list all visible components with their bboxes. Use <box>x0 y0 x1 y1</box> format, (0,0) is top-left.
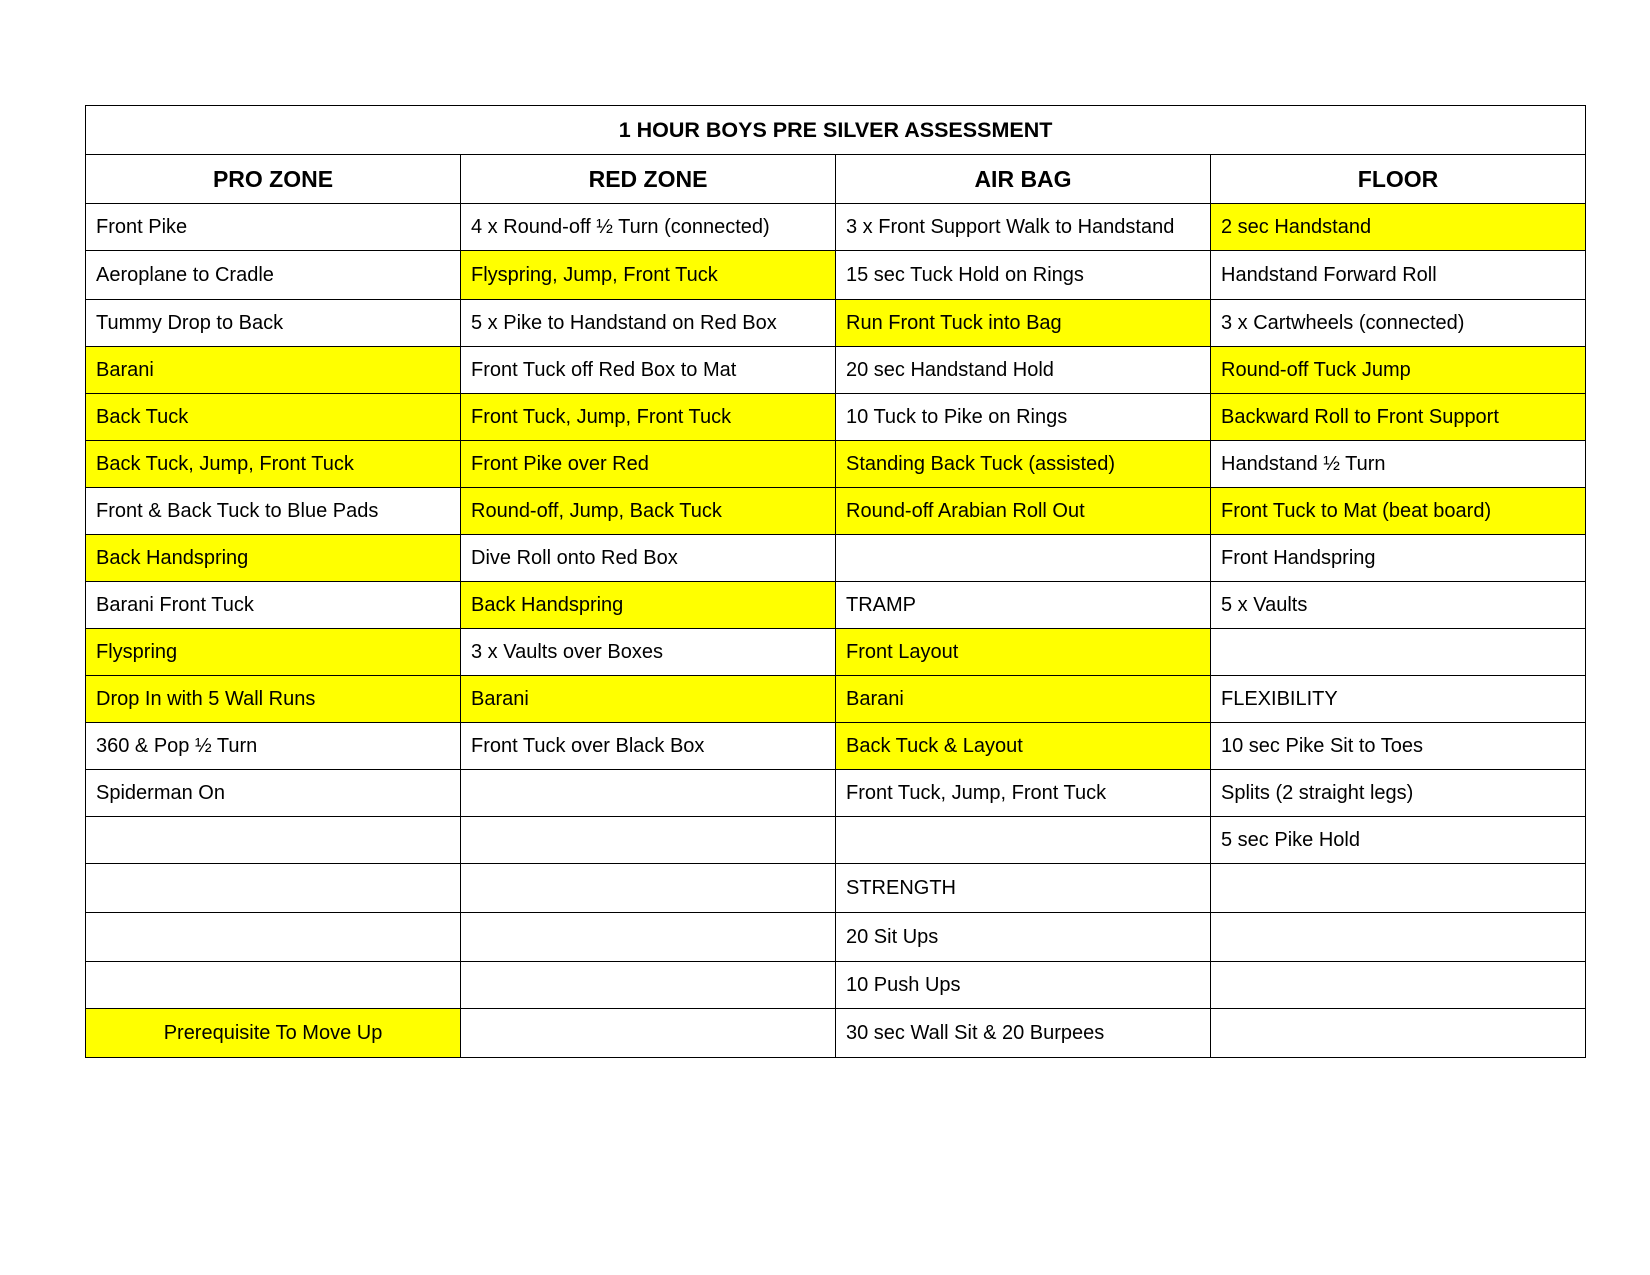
table-row <box>86 1009 1586 1058</box>
table-row <box>86 347 1586 394</box>
table-row <box>86 394 1586 441</box>
table-cell: Splits (2 straight legs) <box>1211 770 1586 817</box>
table-cell: Tummy Drop to Back <box>86 300 461 347</box>
table-row <box>86 535 1586 582</box>
table-row <box>86 676 1586 723</box>
table-row <box>86 913 1586 962</box>
header-air-bag: AIR BAG <box>836 155 1211 204</box>
assessment-table <box>85 105 1586 1058</box>
table-cell: 4 x Round-off ½ Turn (connected) <box>461 204 836 251</box>
table-cell: Front Pike <box>86 204 461 251</box>
table-cell: 10 sec Pike Sit to Toes <box>1211 723 1586 770</box>
table-cell: Backward Roll to Front Support <box>1211 394 1586 441</box>
table-cell <box>461 770 836 817</box>
table-cell: Back Handspring <box>86 535 461 582</box>
table-cell: Aeroplane to Cradle <box>86 251 461 300</box>
table-cell: Dive Roll onto Red Box <box>461 535 836 582</box>
table-row <box>86 251 1586 300</box>
table-cell <box>1211 629 1586 676</box>
table-cell <box>86 864 461 913</box>
table-cell: 5 sec Pike Hold <box>1211 817 1586 864</box>
table-cell: Spiderman On <box>86 770 461 817</box>
table-row <box>86 817 1586 864</box>
table-cell: 10 Push Ups <box>836 962 1211 1009</box>
table-cell <box>461 962 836 1009</box>
table-row <box>86 723 1586 770</box>
table-cell: Flyspring <box>86 629 461 676</box>
table-cell: Flyspring, Jump, Front Tuck <box>461 251 836 300</box>
table-cell: Front Tuck over Black Box <box>461 723 836 770</box>
table-row <box>86 488 1586 535</box>
prerequisite-label: Prerequisite To Move Up <box>86 1009 461 1058</box>
table-cell <box>1211 962 1586 1009</box>
table-cell <box>86 962 461 1009</box>
table-row <box>86 770 1586 817</box>
table-cell: Front Tuck to Mat (beat board) <box>1211 488 1586 535</box>
table-cell: Handstand ½ Turn <box>1211 441 1586 488</box>
table-cell: Back Handspring <box>461 582 836 629</box>
table-cell: 20 sec Handstand Hold <box>836 347 1211 394</box>
table-cell: 5 x Vaults <box>1211 582 1586 629</box>
section-label-strength: STRENGTH <box>836 864 1211 913</box>
table-cell: 3 x Cartwheels (connected) <box>1211 300 1586 347</box>
table-cell: 360 & Pop ½ Turn <box>86 723 461 770</box>
table-row <box>86 204 1586 251</box>
table-cell <box>461 864 836 913</box>
table-row <box>86 582 1586 629</box>
table-cell: 3 x Front Support Walk to Handstand <box>836 204 1211 251</box>
table-cell <box>86 913 461 962</box>
section-label-flexibility: FLEXIBILITY <box>1211 676 1586 723</box>
table-cell <box>86 817 461 864</box>
section-label-tramp: TRAMP <box>836 582 1211 629</box>
table-cell: Front Tuck, Jump, Front Tuck <box>461 394 836 441</box>
table-cell: Standing Back Tuck (assisted) <box>836 441 1211 488</box>
table-cell: 5 x Pike to Handstand on Red Box <box>461 300 836 347</box>
header-red-zone: RED ZONE <box>461 155 836 204</box>
table-cell: 20 Sit Ups <box>836 913 1211 962</box>
table-cell: Back Tuck <box>86 394 461 441</box>
header-pro-zone: PRO ZONE <box>86 155 461 204</box>
table-row <box>86 962 1586 1009</box>
table-row <box>86 864 1586 913</box>
table-cell: 30 sec Wall Sit & 20 Burpees <box>836 1009 1211 1058</box>
table-cell: Front Tuck off Red Box to Mat <box>461 347 836 394</box>
table-cell <box>836 535 1211 582</box>
table-cell <box>461 913 836 962</box>
table-cell: Front Tuck, Jump, Front Tuck <box>836 770 1211 817</box>
table-row <box>86 441 1586 488</box>
table-cell: Run Front Tuck into Bag <box>836 300 1211 347</box>
table-cell <box>461 1009 836 1058</box>
table-cell: Round-off Arabian Roll Out <box>836 488 1211 535</box>
table-cell: Back Tuck & Layout <box>836 723 1211 770</box>
table-cell: Handstand Forward Roll <box>1211 251 1586 300</box>
table-cell: Round-off Tuck Jump <box>1211 347 1586 394</box>
table-cell: 15 sec Tuck Hold on Rings <box>836 251 1211 300</box>
table-cell: Barani <box>86 347 461 394</box>
table-cell: Barani <box>836 676 1211 723</box>
table-cell: Front Layout <box>836 629 1211 676</box>
table-cell: Back Tuck, Jump, Front Tuck <box>86 441 461 488</box>
table-cell: Front & Back Tuck to Blue Pads <box>86 488 461 535</box>
table-cell: 3 x Vaults over Boxes <box>461 629 836 676</box>
header-row <box>86 155 1586 204</box>
table-cell <box>1211 913 1586 962</box>
table-title: 1 HOUR BOYS PRE SILVER ASSESSMENT <box>86 106 1586 155</box>
table-cell: Barani Front Tuck <box>86 582 461 629</box>
table-cell: Round-off, Jump, Back Tuck <box>461 488 836 535</box>
table-cell: Front Handspring <box>1211 535 1586 582</box>
header-floor: FLOOR <box>1211 155 1586 204</box>
table-row <box>86 629 1586 676</box>
table-cell: 2 sec Handstand <box>1211 204 1586 251</box>
table-cell: Front Pike over Red <box>461 441 836 488</box>
title-row <box>86 106 1586 155</box>
table-row <box>86 300 1586 347</box>
table-cell: Barani <box>461 676 836 723</box>
table-cell <box>1211 864 1586 913</box>
table-cell <box>836 817 1211 864</box>
table-cell <box>1211 1009 1586 1058</box>
table-cell <box>461 817 836 864</box>
table-cell: 10 Tuck to Pike on Rings <box>836 394 1211 441</box>
table-cell: Drop In with 5 Wall Runs <box>86 676 461 723</box>
